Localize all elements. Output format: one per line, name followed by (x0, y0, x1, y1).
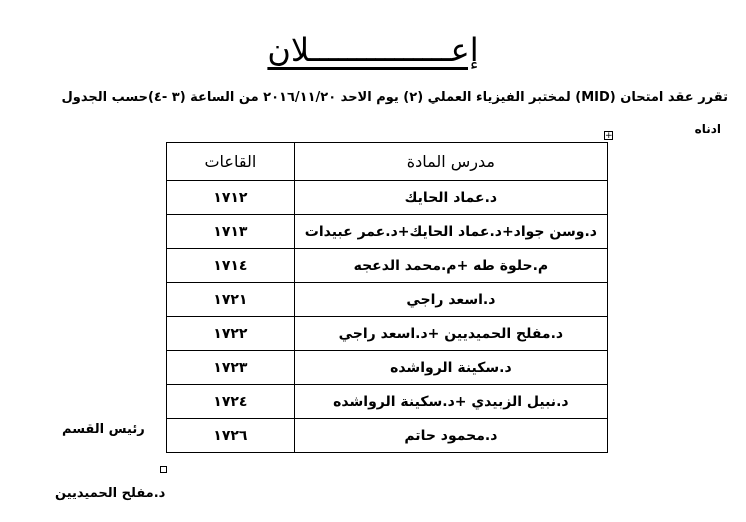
teacher-cell: د.عماد الحايك (294, 181, 607, 215)
teacher-cell: د.نبيل الزبيدي +د.سكينة الرواشده (294, 385, 607, 419)
hall-cell: ١٧١٤ (167, 249, 295, 283)
teacher-cell: د.اسعد راجي (294, 283, 607, 317)
table-row (167, 249, 608, 283)
table-row (167, 419, 608, 453)
hall-cell: ١٧٢٢ (167, 317, 295, 351)
teacher-cell: د.مفلح الحميديين +د.اسعد راجي (294, 317, 607, 351)
teacher-cell: د.محمود حاتم (294, 419, 607, 453)
teacher-cell: د.سكينة الرواشده (294, 351, 607, 385)
table-row (167, 385, 608, 419)
announcement-intro: تقرر عقد امتحان (MID) لمختبر الفيزياء العملي (٢) يوم الاحد ٢٠١٦/١١/٢٠ من الساعة (٣ -٤)حسب الجدول (61, 90, 728, 105)
header-halls: القاعات (167, 143, 295, 181)
table-row (167, 351, 608, 385)
table-row (167, 317, 608, 351)
hall-cell: ١٧٢٦ (167, 419, 295, 453)
hall-cell: ١٧٢٣ (167, 351, 295, 385)
department-head-name: د.مفلح الحميديين (55, 486, 166, 501)
table-row (167, 181, 608, 215)
teacher-cell: د.وسن جواد+د.عماد الحايك+د.عمر عبيدات (294, 215, 607, 249)
teacher-cell: م.حلوة طه +م.محمد الدعجه (294, 249, 607, 283)
table-move-handle-icon[interactable]: + (605, 131, 613, 141)
header-teacher: مدرس المادة (294, 143, 607, 181)
table-row (167, 283, 608, 317)
department-head-label: رئيس القسم (62, 422, 145, 437)
hall-cell: ١٧١٣ (167, 215, 295, 249)
hall-cell: ١٧١٢ (167, 181, 295, 215)
hall-cell: ١٧٢١ (167, 283, 295, 317)
hall-cell: ١٧٢٤ (167, 385, 295, 419)
exam-schedule-table (166, 142, 608, 453)
announcement-title-text: إعـــــــــــــــلان (267, 31, 479, 69)
table-header-row (167, 143, 608, 181)
announcement-intro-continued: ادناه (694, 122, 721, 136)
table-row (167, 215, 608, 249)
announcement-title (0, 30, 746, 70)
table-resize-handle-icon[interactable] (160, 466, 167, 473)
